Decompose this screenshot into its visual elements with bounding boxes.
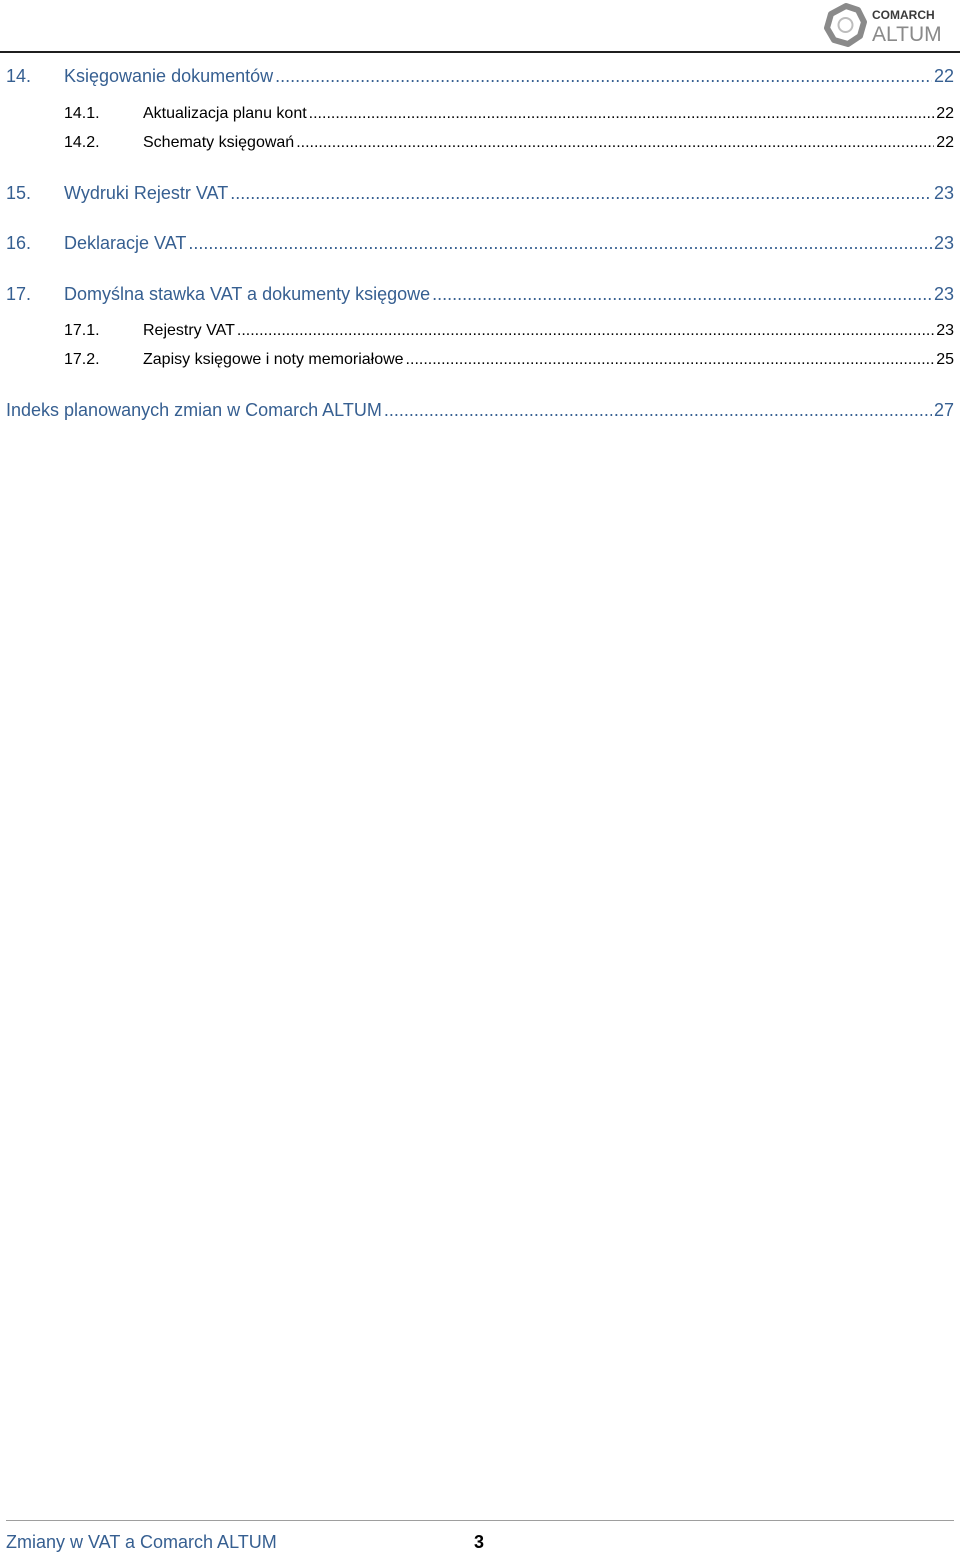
toc-entry-number: 17.	[6, 284, 32, 304]
toc-entry-page: 22	[933, 66, 954, 86]
toc-entry-page: 23	[933, 284, 954, 304]
toc-entry-number: 14.1.	[64, 105, 100, 122]
toc-entry-17[interactable]	[6, 284, 954, 308]
footer-document-title: Zmiany w VAT a Comarch ALTUM	[6, 1532, 277, 1552]
toc-entry-14-1[interactable]	[64, 105, 954, 127]
toc-entry-17-1[interactable]	[64, 322, 954, 344]
toc-entry-number: 16.	[6, 233, 32, 253]
toc-entry-page: 23	[933, 183, 954, 203]
comarch-altum-logo	[824, 2, 952, 50]
toc-entry-page: 22	[936, 105, 954, 122]
toc-entry-number: 14.	[6, 66, 32, 86]
toc-entry-title: Rejestry VAT	[143, 322, 235, 339]
toc-entry-title: Schematy księgowań	[143, 134, 295, 151]
toc-entry-page: 23	[936, 322, 954, 339]
toc-entry-page: 25	[936, 351, 954, 368]
toc-dot-leader	[384, 400, 932, 421]
toc-dot-leader	[230, 183, 932, 204]
toc-entry-page: 22	[936, 134, 954, 151]
toc-entry-number: 17.2.	[64, 351, 100, 368]
toc-entry-title: Deklaracje VAT	[64, 233, 187, 253]
toc-entry-title: Domyślna stawka VAT a dokumenty księgowe	[64, 284, 431, 304]
toc-entry-title: Indeks planowanych zmian w Comarch ALTUM	[6, 400, 382, 420]
toc-entry-title: Zapisy księgowe i noty memoriałowe	[143, 351, 404, 368]
toc-dot-leader	[309, 105, 935, 123]
toc-dot-leader	[296, 134, 934, 152]
toc-entry-number: 15.	[6, 183, 32, 203]
toc-entry-title: Księgowanie dokumentów	[64, 66, 274, 86]
logo-brand-top: COMARCH	[872, 8, 935, 22]
toc-entry-14-2[interactable]	[64, 134, 954, 156]
toc-entry-15[interactable]	[6, 183, 954, 207]
toc-dot-leader	[432, 284, 932, 305]
toc-entry-title: Wydruki Rejestr VAT	[64, 183, 229, 203]
footer-divider	[6, 1520, 954, 1521]
toc-entry-index[interactable]	[6, 400, 954, 424]
toc-entry-16[interactable]	[6, 233, 954, 257]
footer-page-number: 3	[474, 1532, 485, 1552]
toc-entry-number: 17.1.	[64, 322, 100, 339]
toc-entry-number: 14.2.	[64, 134, 100, 151]
toc-entry-page: 27	[933, 400, 954, 420]
toc-dot-leader	[237, 322, 934, 340]
toc-entry-page: 23	[933, 233, 954, 253]
toc-entry-17-2[interactable]	[64, 351, 954, 373]
toc-entry-title: Aktualizacja planu kont	[143, 105, 307, 122]
header-divider	[0, 51, 960, 53]
logo-brand-bottom: ALTUM	[872, 23, 942, 46]
toc-entry-14[interactable]	[6, 66, 954, 90]
toc-dot-leader	[188, 233, 932, 254]
toc-dot-leader	[275, 66, 932, 87]
toc-dot-leader	[406, 351, 935, 369]
logo-gear-icon	[827, 6, 864, 44]
